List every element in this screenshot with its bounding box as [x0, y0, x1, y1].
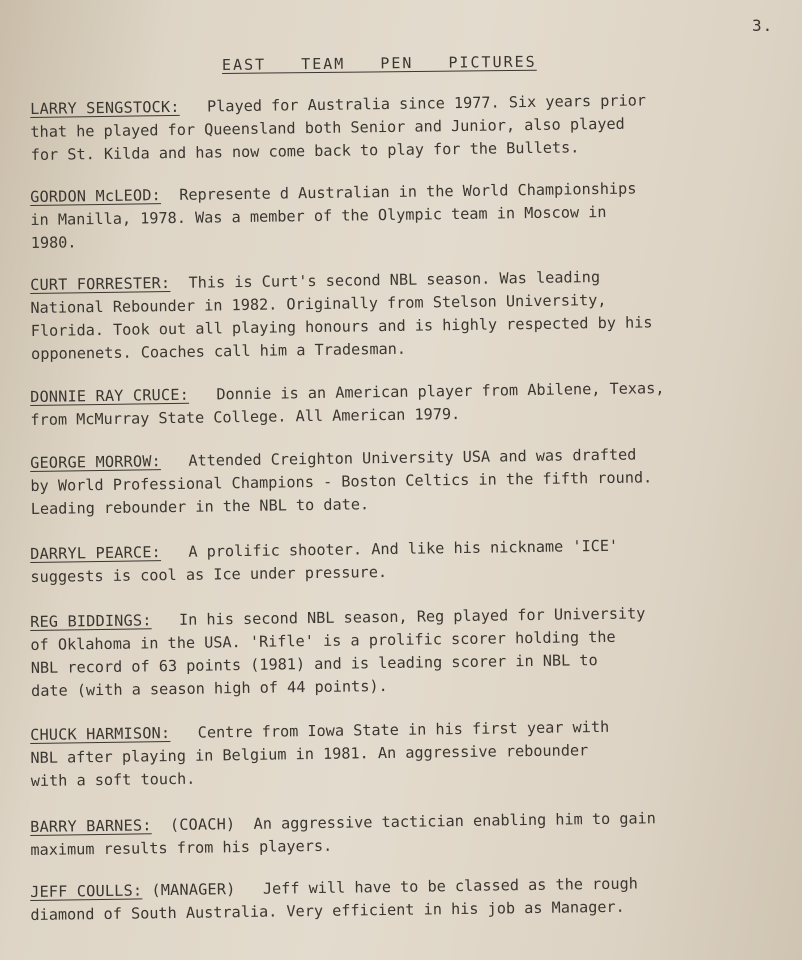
entry-text: Donnie is an American player from Abilene, Texas,	[216, 379, 665, 404]
entry-text: Attended Creighton University USA and was drafted	[188, 445, 637, 470]
role-label: (MANAGER)	[151, 880, 236, 900]
entry-line: opponenets. Coaches call him a Tradesman.	[30, 339, 407, 363]
player-name: GEORGE MORROW:	[30, 452, 162, 472]
entry-line: in Manilla, 1978. Was a member of the Olympic team in Moscow in	[30, 202, 607, 229]
entry-text: In his second NBL season, Reg played for University	[178, 604, 646, 629]
entry-line: suggests is cool as Ice under pressure.	[30, 563, 388, 586]
player-name: CHUCK HARMISON:	[30, 724, 171, 744]
entry-line: diamond of South Australia. Very efficient in his job as Manager.	[30, 897, 625, 924]
entry-line: of Oklahoma in the USA. 'Rifle' is a prolific scorer holding the	[30, 627, 616, 654]
document-title: EAST TEAM PEN PICTURES	[221, 52, 537, 74]
player-name: CURT FORRESTER:	[30, 274, 171, 294]
player-entry-curt-forrester	[30, 263, 791, 366]
entry-text: An aggressive tactician enabling him to gain	[253, 809, 657, 833]
entry-text: A prolific shooter. And like his nickname 'ICE'	[188, 536, 619, 561]
player-entry-gordon-mcleod	[30, 175, 791, 255]
player-entry-donnie-ray-cruce	[30, 375, 791, 432]
entry-line: from McMurray State College. All American 1979.	[30, 404, 461, 429]
player-entry-reg-biddings	[30, 600, 791, 703]
entry-line: NBL record of 63 points (1981) and is leading scorer in NBL to	[30, 651, 598, 677]
entry-text: Jeff will have to be classed as the rough	[262, 874, 638, 898]
coach-entry-barry-barnes	[30, 805, 791, 862]
manager-name: JEFF COULLS:	[30, 881, 143, 901]
player-name: REG BIDDINGS:	[30, 611, 152, 631]
entry-line: with a soft touch.	[30, 769, 196, 790]
role-label: (COACH)	[169, 815, 236, 835]
entry-line: by World Professional Champions - Boston Celtics in the fifth round.	[30, 468, 653, 495]
player-entry-larry-sengstock	[30, 87, 791, 167]
player-entry-george-morrow	[30, 441, 791, 521]
entry-text: Represente d Australian in the World Championships	[179, 179, 637, 204]
entry-line: that he played for Queensland both Senior and Junior, also played	[30, 114, 625, 141]
page-number: 3.	[752, 16, 774, 35]
player-entry-darryl-pearce	[30, 532, 791, 589]
entry-line: for St. Kilda and has now come back to play for the Bullets.	[30, 138, 580, 164]
player-name: DONNIE RAY CRUCE:	[30, 385, 190, 406]
entry-line: Florida. Took out all playing honours and is highly respected by his	[30, 313, 653, 340]
entry-line: NBL after playing in Belgium in 1981. An aggressive rebounder	[30, 741, 589, 767]
entry-line: maximum results from his players.	[30, 836, 333, 859]
entry-line: 1980.	[30, 233, 77, 252]
entry-text: This is Curt's second NBL season. Was leading	[188, 268, 601, 292]
entry-text: Played for Australia since 1977. Six years prior	[206, 91, 647, 116]
player-name: GORDON McLEOD:	[30, 186, 162, 206]
player-name: LARRY SENGSTOCK:	[30, 97, 180, 118]
entry-text: Centre from Iowa State in his first year with	[197, 717, 610, 742]
entry-line: date (with a season high of 44 points).	[30, 677, 388, 700]
entry-line: National Rebounder in 1982. Originally from Stelson University,	[30, 290, 607, 317]
coach-name: BARRY BARNES:	[30, 816, 152, 836]
entry-line: Leading rebounder in the NBL to date.	[30, 495, 370, 518]
player-name: DARRYL PEARCE:	[30, 543, 162, 563]
player-entry-chuck-harmison	[30, 713, 791, 793]
manager-entry-jeff-coulls	[30, 870, 791, 927]
